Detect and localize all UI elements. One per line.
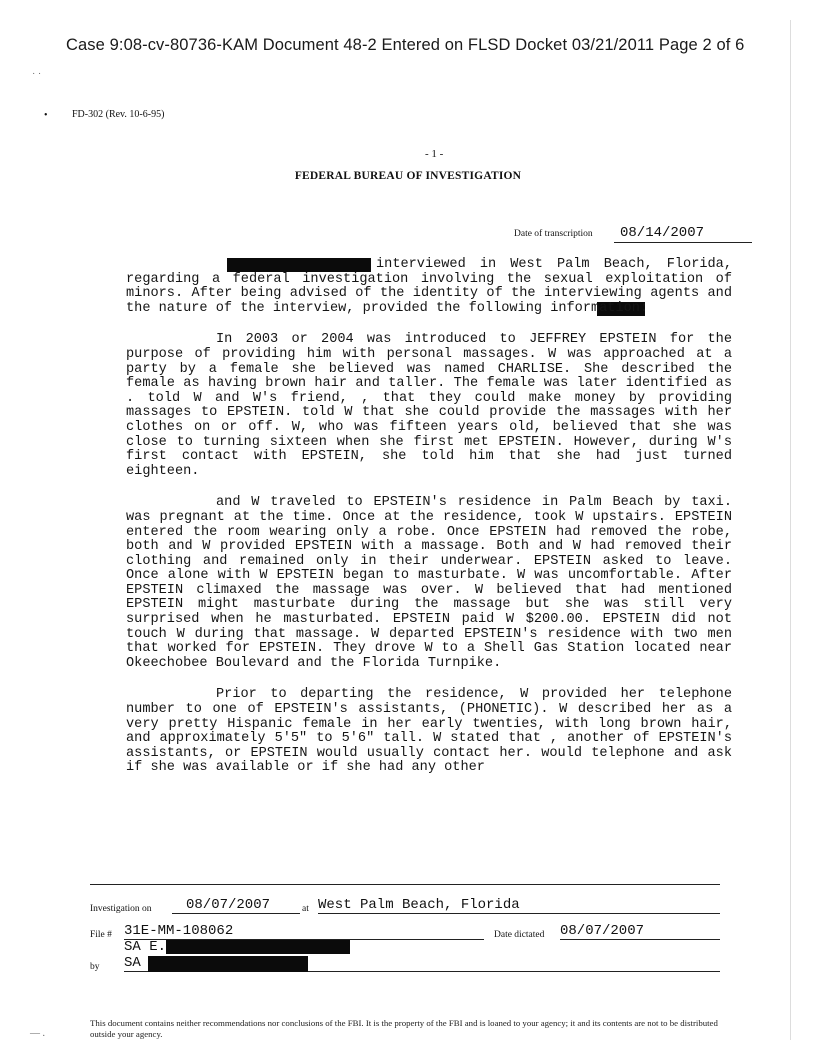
scan-edge-line [790,20,791,1040]
redaction-bar [166,940,350,954]
investigation-location: West Palm Beach, Florida [318,897,720,914]
form-id: FD-302 (Rev. 10-6-95) [72,109,165,120]
bullet-mark: • [44,110,48,121]
transcription-label: Date of transcription [514,229,593,239]
dictated-label: Date dictated [494,930,545,940]
investigation-date: 08/07/2007 [172,897,300,914]
form-top-rule [90,884,720,885]
file-label: File # [90,930,112,940]
investigation-label: Investigation on [90,904,152,914]
scan-speck: — . [30,1028,45,1039]
redaction-bar [148,956,308,972]
scan-speck: ˙ ˙ [32,72,42,83]
at-label: at [302,904,309,914]
agent-1: SA E. [124,939,167,955]
footer-disclaimer: This document contains neither recommendations nor conclusions of the FBI. It is the property of the FBI and is loaned to your agency; it and its contents are not to be distributed outside your agency. [90,1018,718,1039]
document-body [126,258,732,793]
transcription-date: 08/14/2007 [614,224,752,243]
paragraph-4: Prior to departing the residence, W provided her telephone number to one of EPSTEIN's assistants, (PHONETIC). W described her as a very pretty Hispanic female in her early twenties, with long brown hair, and approximately 5'5" to 5'6" tall. W stated that , another of EPSTEIN's assistants, or EPSTEIN would usually contact her. would telephone and ask if she was available or if she had any other [126,687,732,776]
paragraph-3: and W traveled to EPSTEIN's residence in Palm Beach by taxi. was pregnant at the time. Once at the residence, took W upstairs. EPSTEIN entered the room wearing only a robe. Once EPSTEIN had removed the robe, both and W provided EPSTEIN with a massage. Both and W had removed their clothing and remained only in their underwear. EPSTEIN asked to leave. Once alone with W EPSTEIN began to masturbate. W was uncomfortable. After EPSTEIN climaxed the massage was over. W believed that had mentioned EPSTEIN might masturbate during the massage but she was still very surprised when he masturbated. EPSTEIN paid W $200.00. EPSTEIN did not touch W during that massage. W departed EPSTEIN's residence with two men that worked for EPSTEIN. They drove W to a Shell Gas Station located near Okeechobee Boulevard and the Florida Turnpike. [126,495,732,671]
by-label: by [90,962,100,972]
dictated-date: 08/07/2007 [560,923,720,940]
docket-header: Case 9:08-cv-80736-KAM Document 48-2 Entered on FLSD Docket 03/21/2011 Page 2 of 6 [66,36,745,54]
page-number: - 1 - [425,148,444,160]
file-number: 31E-MM-108062 [124,923,484,940]
agent-2: SA [124,955,720,972]
paragraph-2: In 2003 or 2004 was introduced to JEFFREY EPSTEIN for the purpose of providing him with personal massages. W was approached at a party by a female she believed was named CHARLISE. She described the female as having brown hair and taller. The female was later identified as . told W and W's friend, , that they could make money by providing massages to EPSTEIN. told W that she could provide the massages with her clothes on or off. W, who was fifteen years old, believed that she was close to turning sixteen when she first met EPSTEIN. However, during W's first contact with EPSTEIN, she told him that she had just turned eighteen. [126,332,732,479]
paragraph-1: interviewed in West Palm Beach, Florida, regarding a federal investigation involving the sexual exploitation of minors. After being advised of the identity of the interviewing agents and the nature of the interview, provided the following information: [126,257,732,316]
agency-title: FEDERAL BUREAU OF INVESTIGATION [294,170,522,182]
